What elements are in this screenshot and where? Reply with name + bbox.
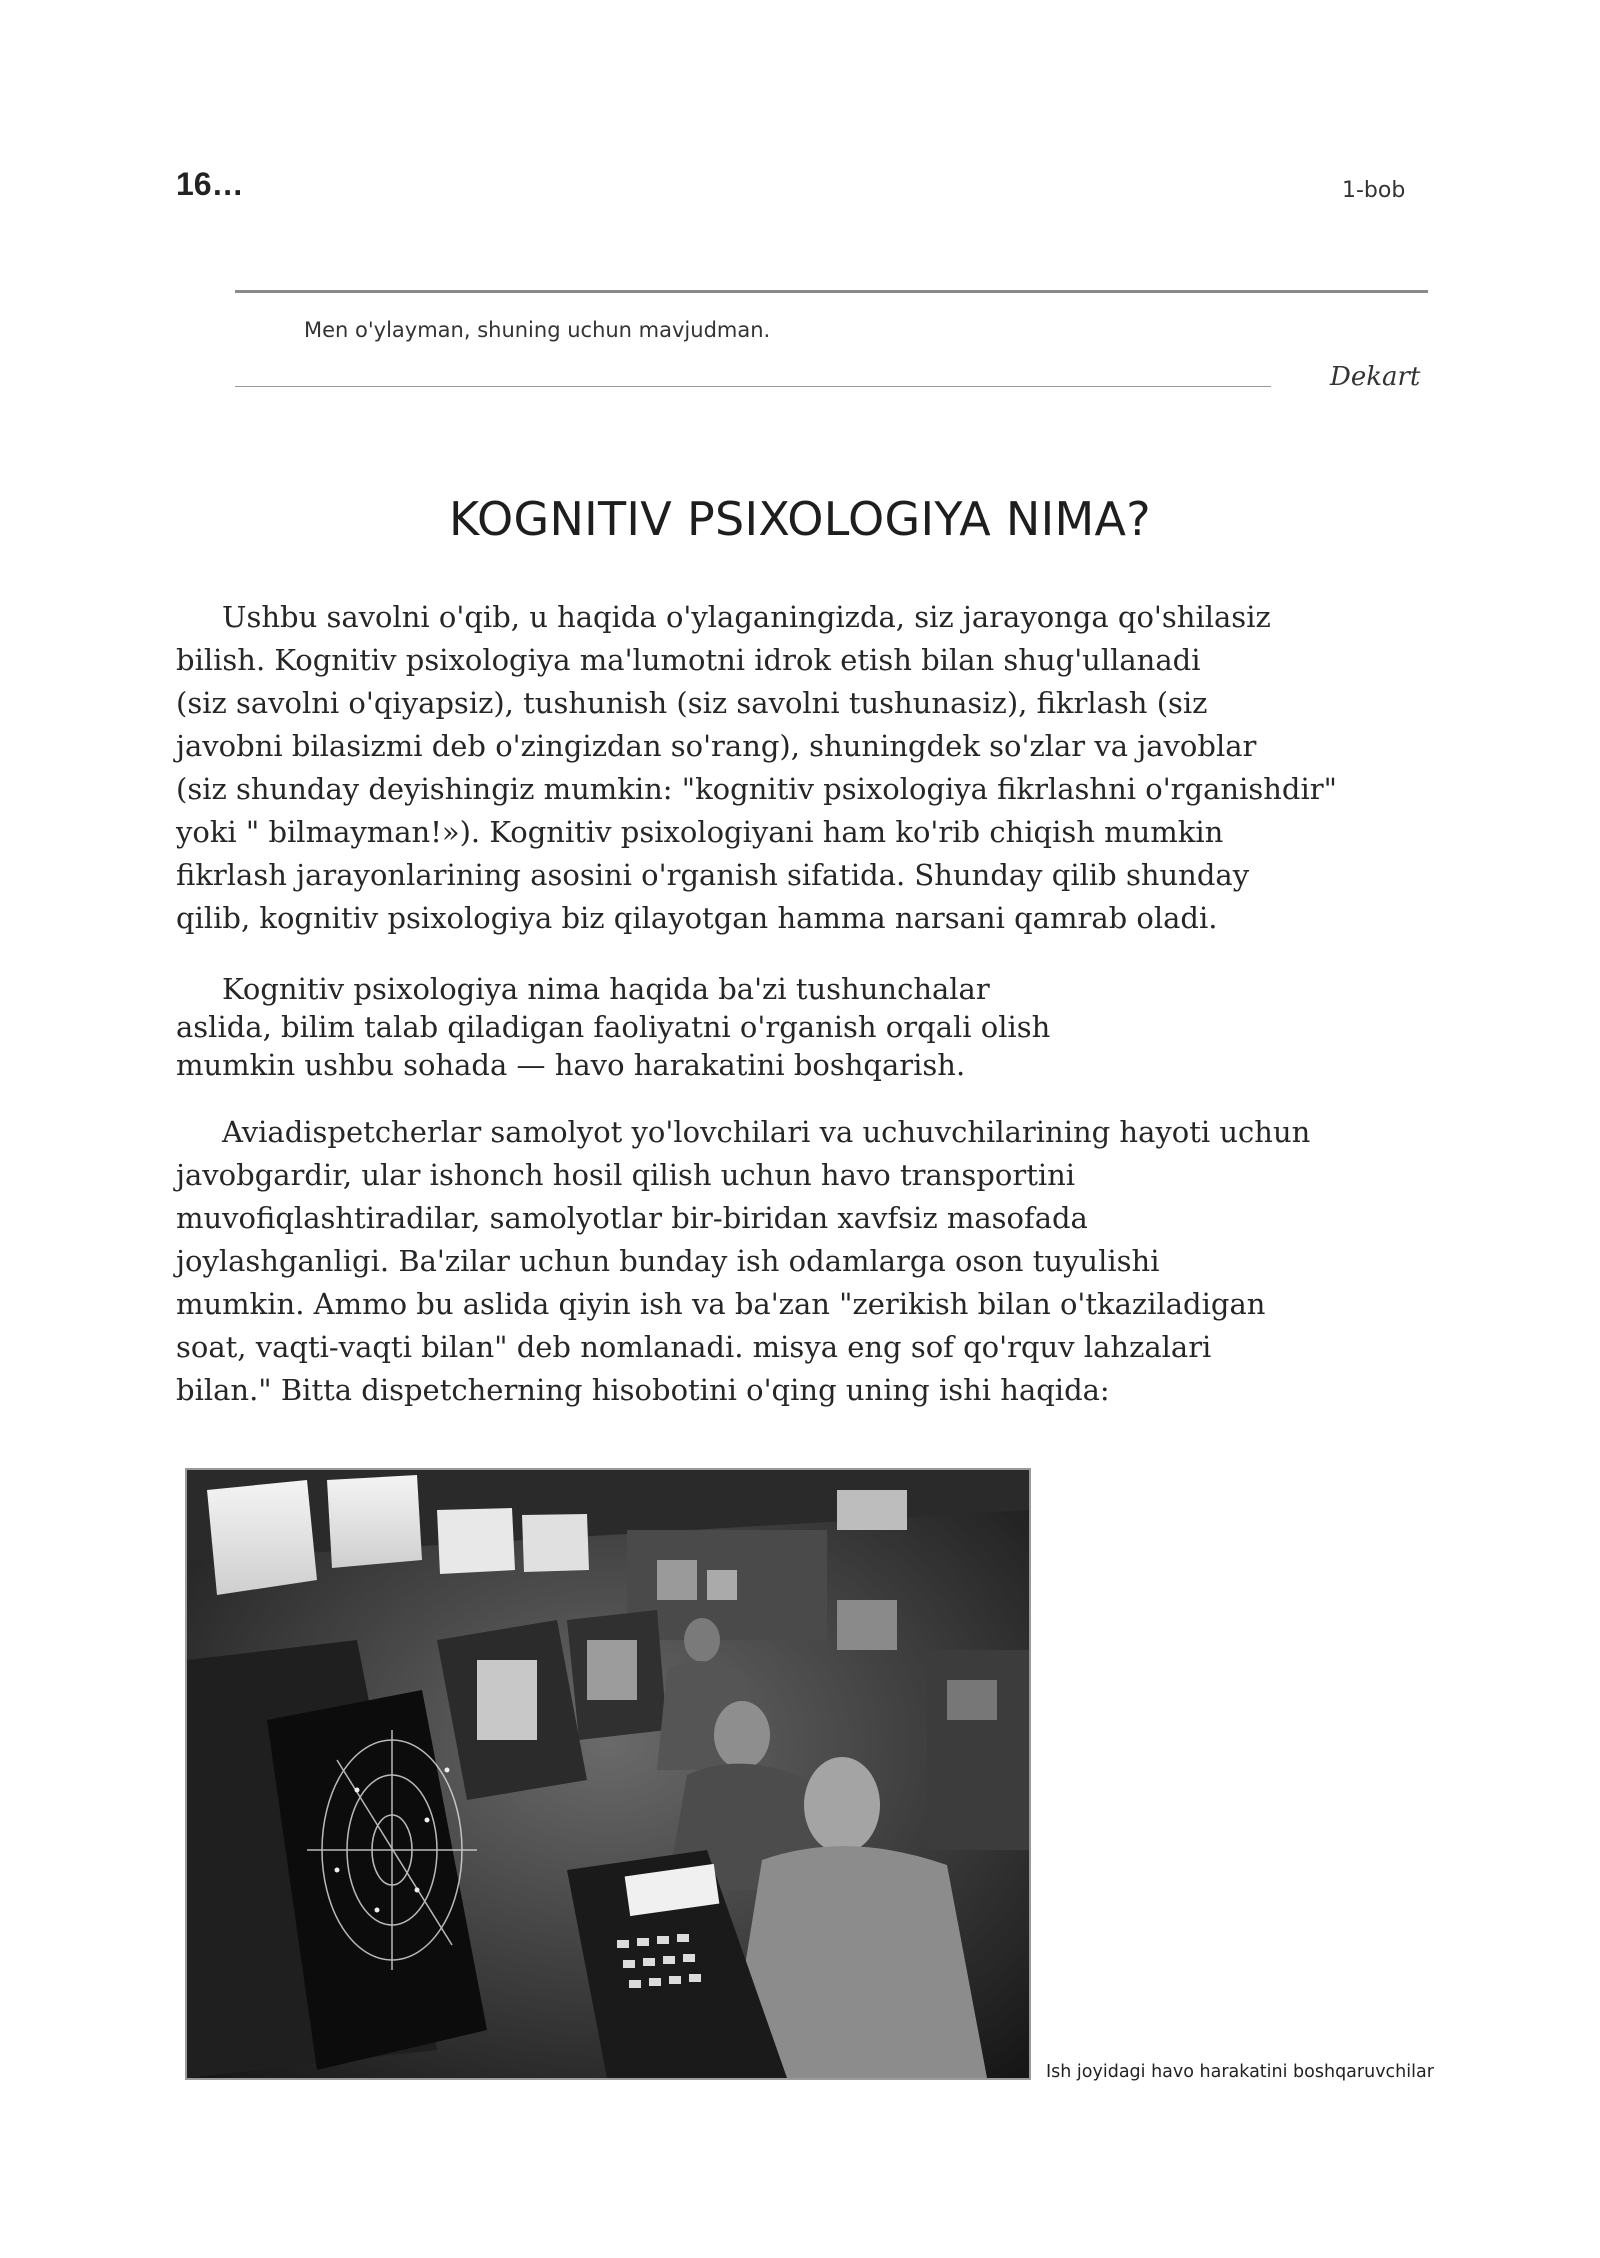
paragraph-line: yoki " bilmayman!»). Kognitiv psixologiyani ham ko'rib chiqish mumkin bbox=[176, 815, 1224, 849]
epigraph-top-rule bbox=[235, 290, 1428, 293]
paragraph-line: (siz savolni o'qiyapsiz), tushunish (siz savolni tushunasiz), fikrlash (siz bbox=[176, 686, 1208, 720]
paragraph-line: fikrlash jarayonlarining asosini o'rganish sifatida. Shunday qilib shunday bbox=[176, 858, 1250, 892]
paragraph-2 bbox=[176, 970, 1050, 1084]
paragraph-line: bilish. Kognitiv psixologiya ma'lumotni idrok etish bilan shug'ullanadi bbox=[176, 643, 1201, 677]
page-number: 16… bbox=[176, 166, 244, 202]
paragraph-line: Kognitiv psixologiya nima haqida ba'zi tushunchalar bbox=[222, 972, 990, 1006]
epigraph-author: Dekart bbox=[1330, 362, 1421, 392]
paragraph-line: Ushbu savolni o'qib, u haqida o'ylaganingizda, siz jarayonga qo'shilasiz bbox=[222, 600, 1271, 634]
chapter-label: 1-bob bbox=[1342, 178, 1406, 203]
paragraph-line: qilib, kognitiv psixologiya biz qilayotgan hamma narsani qamrab oladi. bbox=[176, 901, 1218, 935]
paragraph-line: aslida, bilim talab qiladigan faoliyatni o'rganish orqali olish bbox=[176, 1010, 1051, 1044]
paragraph-line: mumkin ushbu sohada — havo harakatini boshqarish. bbox=[176, 1048, 966, 1082]
paragraph-line: soat, vaqti-vaqti bilan" deb nomlanadi. misya eng sof qo'rquv lahzalari bbox=[176, 1330, 1212, 1364]
section-title: KOGNITIV PSIXOLOGIYA NIMA? bbox=[449, 492, 1151, 546]
paragraph-line: bilan." Bitta dispetcherning hisobotini o'qing uning ishi haqida: bbox=[176, 1373, 1110, 1407]
paragraph-line: javobni bilasizmi deb o'zingizdan so'rang), shuningdek so'zlar va javoblar bbox=[176, 729, 1257, 763]
paragraph-line: muvofiqlashtiradilar, samolyotlar bir-biridan xavfsiz masofada bbox=[176, 1201, 1088, 1235]
figure-caption: Ish joyidagi havo harakatini boshqaruvchilar bbox=[1046, 2062, 1434, 2082]
paragraph-1 bbox=[176, 596, 1337, 940]
paragraph-line: mumkin. Ammo bu aslida qiyin ish va ba'zan "zerikish bilan o'tkaziladigan bbox=[176, 1287, 1266, 1321]
paragraph-line: joylashganligi. Ba'zilar uchun bunday ish odamlarga oson tuyulishi bbox=[176, 1244, 1160, 1278]
air-traffic-control-photo bbox=[185, 1468, 1031, 2080]
paragraph-line: javobgardir, ular ishonch hosil qilish uchun havo transportini bbox=[176, 1158, 1076, 1192]
paragraph-line: Aviadispetcherlar samolyot yo'lovchilari va uchuvchilarining hayoti uchun bbox=[222, 1115, 1311, 1149]
paragraph-3 bbox=[176, 1111, 1310, 1412]
epigraph-text: Men o'ylayman, shuning uchun mavjudman. bbox=[304, 318, 771, 342]
paragraph-line: (siz shunday deyishingiz mumkin: "kognitiv psixologiya fikrlashni o'rganishdir" bbox=[176, 772, 1337, 806]
epigraph-bottom-rule bbox=[235, 386, 1271, 387]
